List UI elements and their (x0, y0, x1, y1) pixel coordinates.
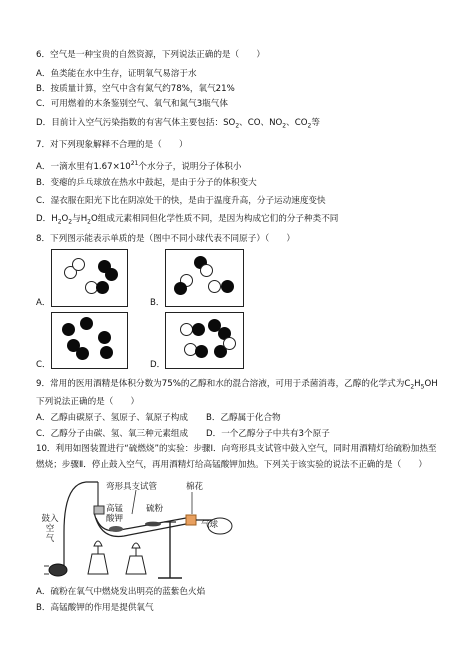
black-atom (80, 317, 93, 330)
white-atom (208, 280, 221, 293)
q7-d-text: O组成元素相同但化学性质不同，是因为构成它们的分子种类不同 (91, 214, 339, 224)
subscript: 2 (57, 218, 62, 226)
q8-option-a-diagram[interactable] (51, 249, 128, 307)
q6-d-text: 等 (311, 118, 320, 128)
q8-label-c: C． (36, 360, 51, 370)
q8-option-c-diagram[interactable] (51, 312, 128, 369)
black-atom (105, 268, 118, 281)
black-atom (221, 280, 234, 293)
apparatus-figure (36, 474, 246, 584)
subscript: 5 (420, 383, 425, 391)
subscript: 2 (307, 122, 312, 130)
black-atom (195, 345, 208, 358)
q6-option-c[interactable]: C．可用燃着的木条鉴别空气、氧气和氮气3瓶气体 (36, 99, 228, 109)
q6-option-a[interactable]: A．鱼类能在水中生存，证明氧气易溶于水 (36, 69, 197, 79)
black-atom (100, 346, 113, 359)
q6-option-d[interactable] (36, 117, 320, 133)
subscript: 2 (235, 122, 240, 130)
subscript: 2 (282, 122, 287, 130)
q7-d-text: 与H (72, 214, 88, 224)
air-label: 鼓入 空 气 (41, 514, 59, 544)
q8-option-b-diagram[interactable] (165, 249, 244, 307)
balloon-label: 气球 (201, 520, 219, 530)
q7-d-text: D．H (36, 214, 58, 224)
q9-stem-2: 下列说法正确的是（ ） (36, 397, 140, 407)
q7-a-text: A．一滴水里有1.67×10 (36, 161, 131, 172)
q7-option-c[interactable]: C．湿衣服在阳光下比在阴凉处干的快，是由于温度升高，分子运动速度变快 (36, 196, 326, 206)
white-atom (223, 337, 236, 350)
q9-stem-text: H (414, 379, 421, 389)
q8-label-d: D． (150, 360, 166, 370)
q6-option-b[interactable]: B．按质量计算，空气中含有氮气约78%，氧气21% (36, 84, 235, 94)
q6-d-text: D．目前计入空气污染指数的有害气体主要包括：SO (36, 118, 236, 128)
white-atom (200, 264, 213, 277)
black-atom (192, 323, 205, 336)
q9-option-c[interactable]: C．乙醇分子由碳、氢、氧三种元素组成 (36, 429, 189, 439)
q6-d-text: 、CO (286, 118, 308, 128)
q9-option-d[interactable]: D．一个乙醇分子中共有3个原子 (206, 429, 330, 439)
cotton-label: 棉花 (186, 482, 204, 492)
q7-stem: 7．对下列现象解释不合理的是（ ） (36, 140, 188, 150)
q8-option-d-diagram[interactable] (165, 312, 244, 369)
tube-label: 弯形具支试管 (106, 482, 158, 492)
subscript: 2 (410, 383, 415, 391)
black-atom (174, 282, 187, 295)
q9-stem (36, 378, 438, 394)
q9-option-b[interactable]: B．乙醇属于化合物 (206, 413, 281, 423)
black-atom (62, 323, 75, 336)
black-atom (96, 281, 109, 294)
q9-stem-text: OH (424, 379, 438, 389)
q8-label-b: B． (150, 298, 165, 308)
q7-a-text: 个水分子，说明分子体积小 (138, 161, 242, 172)
subscript: 2 (68, 218, 73, 226)
superscript: 21 (130, 160, 139, 167)
q8-label-a: A． (36, 298, 51, 308)
q7-d-text: O (61, 214, 69, 224)
subscript: 2 (87, 218, 91, 226)
q7-option-d[interactable] (36, 213, 338, 229)
q10-stem-2: 燃烧；步骤Ⅱ．停止鼓入空气，再用酒精灯给高锰酸钾加热。下列关于该实验的说法不正确的是（ ） (36, 460, 427, 470)
q8-stem: 8．下列图示能表示单质的是（图中不同小球代表不同原子）（ ） (36, 234, 295, 244)
black-atom (98, 331, 111, 344)
black-atom (76, 347, 89, 360)
q7-option-b[interactable]: B．变瘪的乒乓球放在热水中鼓起，是由于分子的体积变大 (36, 178, 257, 188)
q7-option-a[interactable] (36, 158, 242, 173)
q9-option-a[interactable]: A．乙醇由碳原子、氢原子、氧原子构成 (36, 413, 188, 423)
q10-option-b[interactable]: B．高锰酸钾的作用是提供氧气 (36, 603, 154, 613)
q6-stem: 6．空气是一种宝贵的自然资源，下列说法正确的是（ ） (36, 50, 265, 60)
sulfur-label: 硫粉 (146, 504, 164, 514)
q9-stem-text: 9．常用的医用酒精是体积分数为75%的乙醇和水的混合溶液，可用于杀菌消毒，乙醇的化学式为C (36, 379, 411, 389)
q6-d-text: 、CO、NO (239, 118, 283, 128)
white-atom (72, 258, 85, 271)
q10-stem-1: 10．利用如图装置进行“硫燃烧”的实验：步骤Ⅰ．向弯形具支试管中鼓入空气，同时用酒精灯给硫粉加热至 (36, 444, 437, 454)
q10-option-a[interactable]: A．硫粉在氧气中燃烧发出明亮的蓝紫色火焰 (36, 587, 206, 597)
kmno4-label: 高锰 酸钾 (106, 504, 124, 524)
